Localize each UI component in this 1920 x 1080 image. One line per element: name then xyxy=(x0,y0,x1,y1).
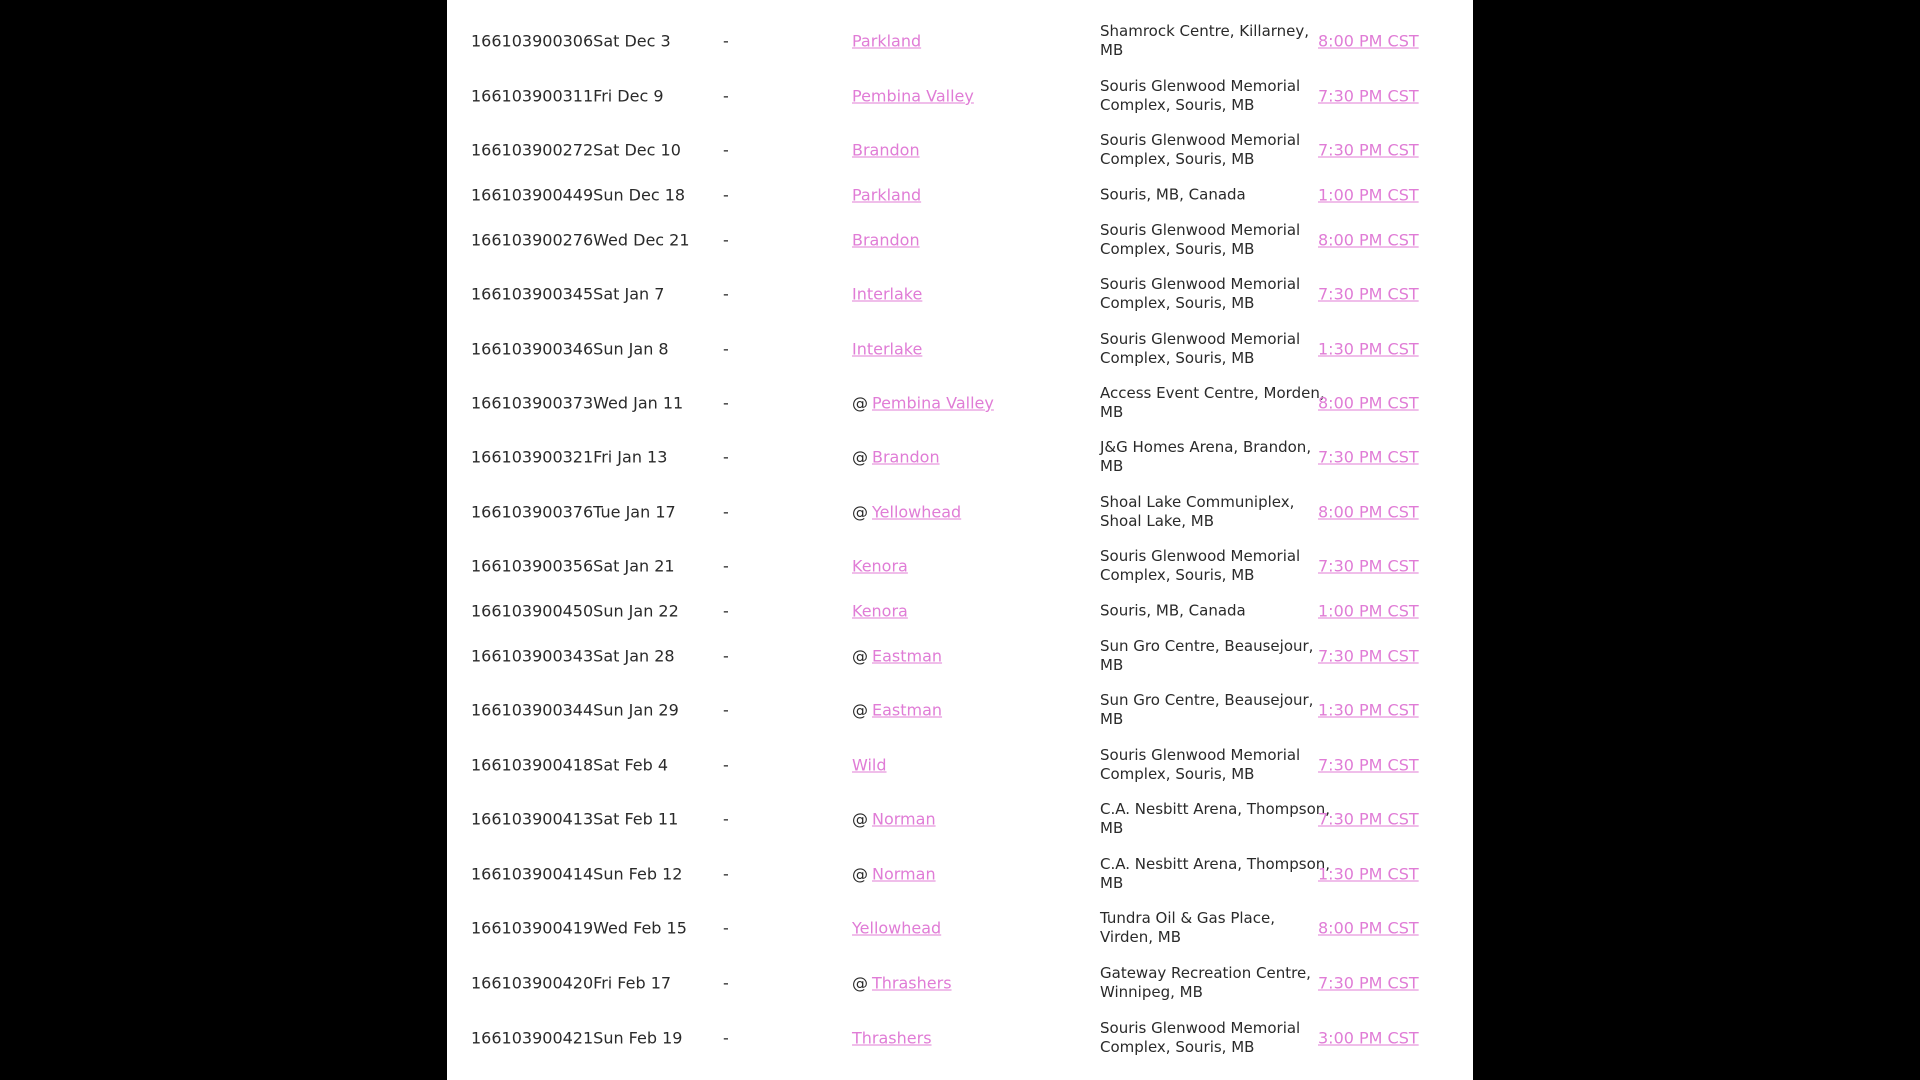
away-marker: @ xyxy=(852,646,868,666)
result: - xyxy=(723,230,729,250)
result: - xyxy=(723,864,729,884)
table-row xyxy=(447,72,1473,120)
opponent-link[interactable]: Yellowhead xyxy=(872,502,962,522)
result: - xyxy=(723,393,729,413)
game-id-date: 166103900420Fri Feb 17 xyxy=(471,973,672,993)
location: Access Event Centre, Morden, MB xyxy=(1100,384,1325,421)
opponent-cell xyxy=(852,865,936,884)
table-row xyxy=(447,587,1473,635)
result: - xyxy=(723,601,729,621)
location: Souris, MB, Canada xyxy=(1100,185,1246,204)
table-row xyxy=(447,488,1473,536)
result: - xyxy=(723,646,729,666)
table-row xyxy=(447,542,1473,590)
table-row xyxy=(447,17,1473,65)
result: - xyxy=(723,809,729,829)
time-link[interactable]: 7:30 PM CST xyxy=(1318,973,1419,993)
time-link[interactable]: 7:30 PM CST xyxy=(1318,86,1419,106)
game-id-date: 166103900343Sat Jan 28 xyxy=(471,646,675,666)
table-row xyxy=(447,126,1473,174)
game-id-date: 166103900419Wed Feb 15 xyxy=(471,918,687,938)
away-marker: @ xyxy=(852,864,868,884)
time-link[interactable]: 8:00 PM CST xyxy=(1318,230,1419,250)
time-link[interactable]: 1:30 PM CST xyxy=(1318,864,1419,884)
opponent-cell xyxy=(852,231,920,250)
opponent-cell xyxy=(852,701,942,720)
table-row xyxy=(447,686,1473,734)
opponent-link[interactable]: Brandon xyxy=(852,230,920,250)
game-id-date: 166103900356Sat Jan 21 xyxy=(471,556,675,576)
location: Souris, MB, Canada xyxy=(1100,601,1246,620)
time-link[interactable]: 1:30 PM CST xyxy=(1318,339,1419,359)
location: Souris Glenwood Memorial Complex, Souris, MB xyxy=(1100,221,1301,258)
result: - xyxy=(723,973,729,993)
location: C.A. Nesbitt Arena, Thompson, MB xyxy=(1100,855,1331,892)
opponent-cell xyxy=(852,503,961,522)
location: Gateway Recreation Centre, Winnipeg, MB xyxy=(1100,964,1311,1001)
result: - xyxy=(723,86,729,106)
away-marker: @ xyxy=(852,393,868,413)
game-id-date: 166103900376Tue Jan 17 xyxy=(471,502,676,522)
table-row xyxy=(447,850,1473,898)
time-link[interactable]: 1:00 PM CST xyxy=(1318,185,1419,205)
time-link[interactable]: 7:30 PM CST xyxy=(1318,447,1419,467)
result: - xyxy=(723,447,729,467)
opponent-link[interactable]: Thrashers xyxy=(852,1028,932,1048)
table-row xyxy=(447,379,1473,427)
game-id-date: 166103900421Sun Feb 19 xyxy=(471,1028,683,1048)
time-link[interactable]: 7:30 PM CST xyxy=(1318,809,1419,829)
location: Souris Glenwood Memorial Complex, Souris, MB xyxy=(1100,77,1301,114)
time-link[interactable]: 7:30 PM CST xyxy=(1318,556,1419,576)
time-link[interactable]: 8:00 PM CST xyxy=(1318,393,1419,413)
time-link[interactable]: 3:00 PM CST xyxy=(1318,1028,1419,1048)
opponent-cell xyxy=(852,141,920,160)
location: Souris Glenwood Memorial Complex, Souris, MB xyxy=(1100,1019,1301,1056)
time-link[interactable]: 8:00 PM CST xyxy=(1318,502,1419,522)
result: - xyxy=(723,502,729,522)
table-row xyxy=(447,904,1473,952)
location: Souris Glenwood Memorial Complex, Souris, MB xyxy=(1100,131,1301,168)
table-row xyxy=(447,270,1473,318)
opponent-link[interactable]: Kenora xyxy=(852,556,908,576)
opponent-link[interactable]: Wild xyxy=(852,755,887,775)
table-row xyxy=(447,216,1473,264)
opponent-link[interactable]: Eastman xyxy=(872,700,943,720)
time-link[interactable]: 7:30 PM CST xyxy=(1318,140,1419,160)
location: Tundra Oil & Gas Place, Virden, MB xyxy=(1100,909,1275,946)
game-id-date: 166103900414Sun Feb 12 xyxy=(471,864,683,884)
location: C.A. Nesbitt Arena, Thompson, MB xyxy=(1100,800,1331,837)
result: - xyxy=(723,339,729,359)
table-row xyxy=(447,632,1473,680)
opponent-link[interactable]: Parkland xyxy=(852,31,922,51)
game-id-date: 166103900321Fri Jan 13 xyxy=(471,447,668,467)
opponent-cell xyxy=(852,448,940,467)
opponent-cell xyxy=(852,285,922,304)
result: - xyxy=(723,185,729,205)
time-link[interactable]: 8:00 PM CST xyxy=(1318,918,1419,938)
result: - xyxy=(723,140,729,160)
opponent-link[interactable]: Yellowhead xyxy=(852,918,942,938)
opponent-link[interactable]: Thrashers xyxy=(872,973,952,993)
schedule-page xyxy=(447,0,1473,1080)
location: Shamrock Centre, Killarney, MB xyxy=(1100,22,1310,59)
opponent-link[interactable]: Brandon xyxy=(852,140,920,160)
table-row xyxy=(447,325,1473,373)
opponent-cell xyxy=(852,810,936,829)
opponent-link[interactable]: Norman xyxy=(872,809,936,829)
opponent-link[interactable]: Parkland xyxy=(852,185,922,205)
game-id-date: 166103900450Sun Jan 22 xyxy=(471,601,679,621)
opponent-cell xyxy=(852,919,941,938)
time-link[interactable]: 7:30 PM CST xyxy=(1318,284,1419,304)
opponent-link[interactable]: Pembina Valley xyxy=(872,393,994,413)
opponent-link[interactable]: Pembina Valley xyxy=(852,86,974,106)
location: Shoal Lake Communiplex, Shoal Lake, MB xyxy=(1100,493,1295,530)
result: - xyxy=(723,31,729,51)
opponent-cell xyxy=(852,186,921,205)
opponent-link[interactable]: Brandon xyxy=(872,447,940,467)
time-link[interactable]: 1:30 PM CST xyxy=(1318,700,1419,720)
location: Souris Glenwood Memorial Complex, Souris, MB xyxy=(1100,275,1301,312)
result: - xyxy=(723,284,729,304)
opponent-cell xyxy=(852,1029,932,1048)
game-id-date: 166103900373Wed Jan 11 xyxy=(471,393,684,413)
result: - xyxy=(723,755,729,775)
location: Souris Glenwood Memorial Complex, Souris, MB xyxy=(1100,330,1301,367)
opponent-cell xyxy=(852,394,994,413)
table-row xyxy=(447,741,1473,789)
opponent-cell xyxy=(852,32,921,51)
away-marker: @ xyxy=(852,700,868,720)
opponent-link[interactable]: Eastman xyxy=(872,646,943,666)
result: - xyxy=(723,556,729,576)
time-link[interactable]: 7:30 PM CST xyxy=(1318,646,1419,666)
time-link[interactable]: 7:30 PM CST xyxy=(1318,755,1419,775)
opponent-cell xyxy=(852,557,908,576)
game-id-date: 166103900345Sat Jan 7 xyxy=(471,284,665,304)
opponent-cell xyxy=(852,602,908,621)
location: Souris Glenwood Memorial Complex, Souris, MB xyxy=(1100,547,1301,584)
away-marker: @ xyxy=(852,502,868,522)
location: J&G Homes Arena, Brandon, MB xyxy=(1100,438,1312,475)
game-id-date: 166103900413Sat Feb 11 xyxy=(471,809,679,829)
opponent-cell xyxy=(852,340,922,359)
opponent-cell xyxy=(852,974,952,993)
time-link[interactable]: 1:00 PM CST xyxy=(1318,601,1419,621)
table-row xyxy=(447,1014,1473,1062)
result: - xyxy=(723,918,729,938)
away-marker: @ xyxy=(852,973,868,993)
result: - xyxy=(723,1028,729,1048)
game-id-date: 166103900346Sun Jan 8 xyxy=(471,339,669,359)
game-id-date: 166103900418Sat Feb 4 xyxy=(471,755,669,775)
game-id-date: 166103900311Fri Dec 9 xyxy=(471,86,664,106)
away-marker: @ xyxy=(852,809,868,829)
location: Sun Gro Centre, Beausejour, MB xyxy=(1100,637,1314,674)
opponent-link[interactable]: Norman xyxy=(872,864,936,884)
location: Souris Glenwood Memorial Complex, Souris, MB xyxy=(1100,746,1301,783)
game-id-date: 166103900306Sat Dec 3 xyxy=(471,31,671,51)
game-id-date: 166103900449Sun Dec 18 xyxy=(471,185,686,205)
game-id-date: 166103900344Sun Jan 29 xyxy=(471,700,679,720)
location: Sun Gro Centre, Beausejour, MB xyxy=(1100,691,1314,728)
opponent-link[interactable]: Interlake xyxy=(852,339,923,359)
time-link[interactable]: 8:00 PM CST xyxy=(1318,31,1419,51)
table-row xyxy=(447,171,1473,219)
table-row xyxy=(447,959,1473,1007)
opponent-cell xyxy=(852,647,942,666)
table-row xyxy=(447,795,1473,843)
opponent-link[interactable]: Interlake xyxy=(852,284,923,304)
table-row xyxy=(447,433,1473,481)
game-id-date: 166103900276Wed Dec 21 xyxy=(471,230,690,250)
away-marker: @ xyxy=(852,447,868,467)
opponent-cell xyxy=(852,87,974,106)
game-id-date: 166103900272Sat Dec 10 xyxy=(471,140,681,160)
opponent-cell xyxy=(852,756,887,775)
result: - xyxy=(723,700,729,720)
opponent-link[interactable]: Kenora xyxy=(852,601,908,621)
